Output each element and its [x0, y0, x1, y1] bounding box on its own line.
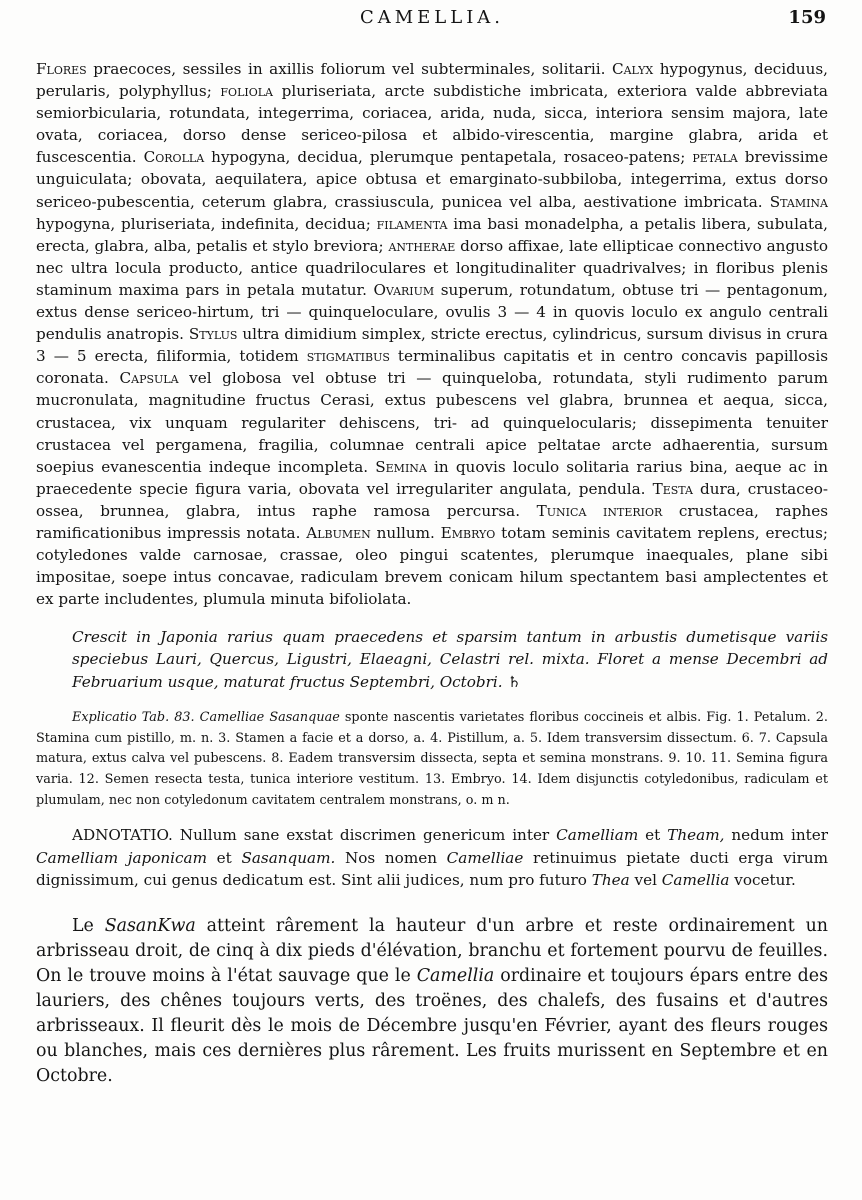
adnotatio-italic: Camelliam [556, 826, 639, 845]
adnotatio-italic: Sasanquam. [241, 848, 336, 867]
term-semina: Semina [375, 457, 427, 476]
term-stamina: Stamina [769, 192, 828, 211]
french-text: atteint rârement la hauteur d'un arbre et reste ordinairement un arbrisseau droit, de cinq à dix pieds d'élévation, branchu et fortement pourvu de feuilles. On le trouve moins à l'état sauvage que le [36, 915, 828, 986]
term-stigmata: stigmatibus [306, 347, 390, 366]
plate-explanation-label: Explicatio Tab. 83. Camelliae Sasanquae [72, 710, 340, 726]
genus-description [36, 58, 828, 610]
plate-explanation [36, 708, 828, 811]
french-italic: Camellia [416, 965, 495, 986]
text-ovarium: superum, rotundatum, obtuse tri — pentagonum, extus dense sericeo-hirtum, tri — quinqueloculare, ovulis 3 — 4 in quovis loculo ex angulo centrali pendulis anatropis. [36, 280, 828, 344]
adnotatio-text: Nos nomen [335, 848, 447, 867]
text-tunica: crustacea, raphes ramificationibus impressis notata. [36, 501, 828, 542]
page-header [36, 0, 828, 38]
plate-explanation-text: sponte nascentis varietates floribus coccineis et albis. Fig. 1. Petalum. 2. Stamina cum pistillo, m. n. 3. Stamen a facie et a dorso, a. 4. Pistillum, a. 5. Idem transversim dissectum. 6. 7. Capsula matura, extus calva vel pubescens. 8. Eadem transversim dissecta, septa et semina monstrans. 9. 10. 11. Semina figura varia. 12. Semen resecta testa, tunica interiore vestitum. 13. Embryo. 14. Idem disjunctis cotyledonibus, radiculam et plumulam, nec non cotyledonum cavitatem centralem monstrans, o. m n. [36, 710, 828, 808]
adnotatio-text: nedum inter [724, 826, 828, 845]
page-number: 159 [788, 7, 826, 28]
adnotatio-italic: Theam, [667, 826, 725, 845]
text-filamenta: ima basi monadelpha, a petalis libera, subulata, erecta, glabra, alba, petalis et stylo breviora; [36, 214, 828, 255]
adnotatio-text: et [638, 826, 668, 845]
text-capsula: vel globosa vel obtuse tri — quinqueloba, rotundata, styli rudimento parum mucronulata, magnitudine fructus Cerasi, extus pubescens vel glabra, brunnea et aequa, sicca, crustacea, vix unquam regulariter dehiscens, tri- ad quinquelocularis; dissepimenta tenuiter crustacea vel pergamena, fragilia, columnae centrali apice peltatae arcte adhaerentia, sursum soepius evanescentia indeque incompleta. [36, 369, 829, 476]
term-ovarium: Ovarium [373, 280, 435, 299]
french-text: ordinaire et toujours épars entre des lauriers, des chênes toujours verts, des troënes, des chalefs, des fusains et d'autres arbrisseaux. Il fleurit dès le mois de Décembre jusqu'en Février, ayant des fleurs rouges ou blanches, mais ces dernières plus rârement. Les fruits murissent en Septembre et en Octobre. [36, 965, 828, 1087]
term-flores: Flores [36, 60, 87, 78]
term-testa: Testa [652, 479, 693, 498]
text-flores: praecoces, sessiles in axillis foliorum vel subterminales, solitarii. [86, 60, 612, 78]
adnotatio-italic: Thea [591, 871, 630, 890]
term-tunica: Tunica interior [536, 501, 663, 520]
adnotatio-text: vocetur. [729, 871, 796, 890]
text-semina: in quovis loculo solitaria rarius bina, aeque ac in praecedente specie figura varia, obovata vel irregulariter angulata, pendula. [36, 457, 828, 498]
running-title: CAMELLIA. [359, 7, 505, 28]
text-corolla: hypogyna, decidua, plerumque pentapetala, rosaceo-patens; [204, 148, 693, 167]
adnotatio-head: ADNOTATIO. [72, 826, 173, 845]
text-calyx: hypogynus, deciduus, perularis, polyphyllus; [36, 60, 828, 101]
adnotatio-italic: Camellia [661, 871, 730, 890]
term-petala: petala [692, 148, 738, 167]
term-foliola: foliola [220, 82, 273, 101]
term-filamenta: filamenta [376, 214, 448, 233]
adnotatio-text: et [207, 848, 242, 867]
text-antherae: dorso affixae, late ellipticae connectivo angusto nec ultra locula producto, antice quadriloculares et longitudinaliter quadrivalves; in floribus plenis staminum maxima pars in petala mutatur. [36, 236, 828, 299]
term-antherae: antherae [388, 236, 456, 255]
text-stamina: hypogyna, pluriseriata, indefinita, decidua; [36, 214, 377, 233]
term-stylus: Stylus [188, 325, 238, 344]
habitat-text: Crescit in Japonia rarius quam praecedens et sparsim tantum in arbustis dumetisque variis speciebus Lauri, Quercus, Ligustri, Elaeagni, Celastri rel. mixta. Floret a mense Decembri ad Februarium usque, maturat fructus Septembri, Octobri. [72, 627, 828, 691]
adnotatio [36, 824, 828, 892]
text-petala: brevissime unguiculata; obovata, aequilatera, apice obtusa et emarginato-subbiloba, integerrima, extus dorso sericeo-pubescentia, ceterum glabra, crassiuscula, punicea vel alba, aestivatione imbricata. [36, 148, 828, 211]
term-embryo: Embryo [440, 523, 496, 542]
term-corolla: Corolla [143, 148, 205, 167]
adnotatio-italic: Camelliam japonicam [36, 848, 207, 867]
french-text: Le [72, 915, 105, 936]
text-testa: dura, crustaceo-ossea, brunnea, glabra, intus raphe ramosa percursa. [36, 479, 828, 520]
text-albumen: nullum. [370, 523, 441, 542]
adnotatio-text: vel [629, 871, 662, 890]
adnotatio-italic: Camelliae [446, 848, 524, 867]
term-calyx: Calyx [611, 60, 654, 78]
text-stigmata: terminalibus capitatis et in centro concavis papillosis coronata. [36, 347, 828, 388]
shrub-symbol: ♄ [507, 672, 522, 691]
adnotatio-text: Nullum sane exstat discrimen genericum inter [172, 826, 557, 845]
text-stylus: ultra dimidium simplex, stricte erectus, cylindricus, sursum divisus in crura 3 — 5 erecta, filiformia, totidem [36, 325, 828, 366]
text-foliola: pluriseriata, arcte subdistiche imbricata, exteriora valde abbreviata semiorbicularia, rotundata, integerrima, coriacea, arida, nuda, sicca, interiora sensim majora, late ovata, coriacea, dorso dense sericeo-pilosa et albido-virescentia, margine glabra, arida et fuscescentia. [36, 82, 828, 167]
french-italic: SasanKwa [104, 915, 196, 936]
french-description [36, 914, 828, 1090]
term-capsula: Capsula [119, 369, 179, 388]
habitat-note [36, 626, 828, 694]
term-albumen: Albumen [306, 523, 371, 542]
adnotatio-text: retinuimus pietate ducti erga virum dignissimum, cui genus dedicatum est. Sint alii judices, num pro futuro [36, 848, 829, 890]
text-embryo: totam seminis cavitatem replens, erectus; cotyledones valde carnosae, crassae, oleo pingui scatentes, plerumque inaequales, plane sibi impositae, soepe intus concavae, radiculam brevem conicam hilum spectantem basi amplectentes et ex parte includentes, plumula minuta bifoliolata. [36, 523, 829, 609]
